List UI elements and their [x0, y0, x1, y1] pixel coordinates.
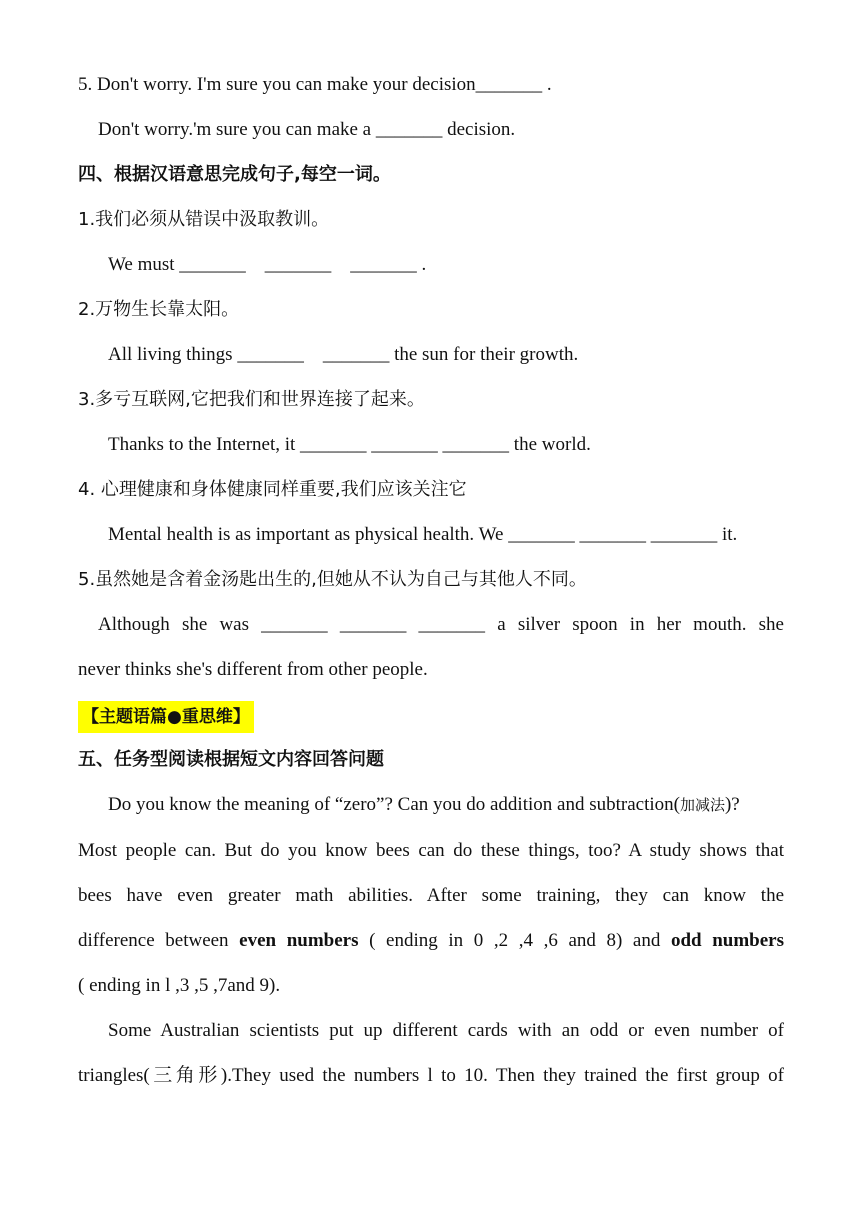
passage-p2-line2: triangles(三角形).They used the numbers l to 10. Then they trained the first group of	[78, 1065, 784, 1086]
section4-item5-english-line1: Although she was _______ _______ _______ a silver spoon in her mouth. she	[98, 614, 784, 635]
theme-badge: 【主题语篇●重思维】	[78, 701, 254, 733]
passage-text: )?	[724, 794, 740, 815]
term-even-numbers: even numbers	[239, 930, 359, 951]
passage-text: ( ending in 0 ,2 ,4 ,6 and 8) and	[358, 930, 671, 951]
section3-q5-line2: Don't worry.'m sure you can make a _______ decision.	[98, 119, 516, 140]
section4-item5-english-line2: never thinks she's different from other people.	[78, 659, 428, 680]
passage-p1-line4	[78, 929, 784, 953]
passage-p1-line5: ( ending in l ,3 ,5 ,7and 9).	[78, 975, 281, 996]
passage-p2-line1: Some Australian scientists put up different cards with an odd or even number of	[108, 1020, 784, 1041]
section4-item2-chinese: 2.万物生长靠太阳。	[78, 299, 240, 320]
passage-p1-line3: bees have even greater math abilities. After some training, they can know the	[78, 885, 784, 906]
passage-gloss: 加减法	[679, 798, 725, 814]
term-odd-numbers: odd numbers	[670, 930, 784, 951]
section4-item3-chinese: 3.多亏互联网,它把我们和世界连接了起来。	[78, 389, 425, 410]
passage-p1-line2: Most people can. But do you know bees can do these things, too? A study shows that	[78, 840, 784, 861]
section4-item1-chinese: 1.我们必须从错误中汲取教训。	[78, 209, 330, 230]
section4-item4-chinese: 4. 心理健康和身体健康同样重要,我们应该关注它	[78, 479, 467, 500]
section4-item1-english: We must _______ _______ _______ .	[108, 254, 427, 275]
passage-p1-line1	[108, 793, 798, 818]
section4-item5-chinese: 5.虽然她是含着金汤匙出生的,但她从不认为自己与其他人不同。	[78, 569, 587, 590]
section4-item3-english: Thanks to the Internet, it _______ _______ _______ the world.	[108, 434, 591, 455]
section5-heading: 五、任务型阅读根据短文内容回答问题	[78, 749, 384, 770]
passage-text: difference between	[78, 930, 240, 951]
section3-q5-line1: 5. Don't worry. I'm sure you can make your decision_______ .	[78, 74, 552, 95]
passage-text: Do you know the meaning of “zero”? Can you do addition and subtraction(	[108, 794, 680, 815]
section4-item4-english: Mental health is as important as physical health. We _______ _______ _______ it.	[108, 524, 738, 545]
section4-item2-english: All living things _______ _______ the sun for their growth.	[108, 344, 579, 365]
section4-heading: 四、根据汉语意思完成句子,每空一词。	[78, 164, 391, 185]
